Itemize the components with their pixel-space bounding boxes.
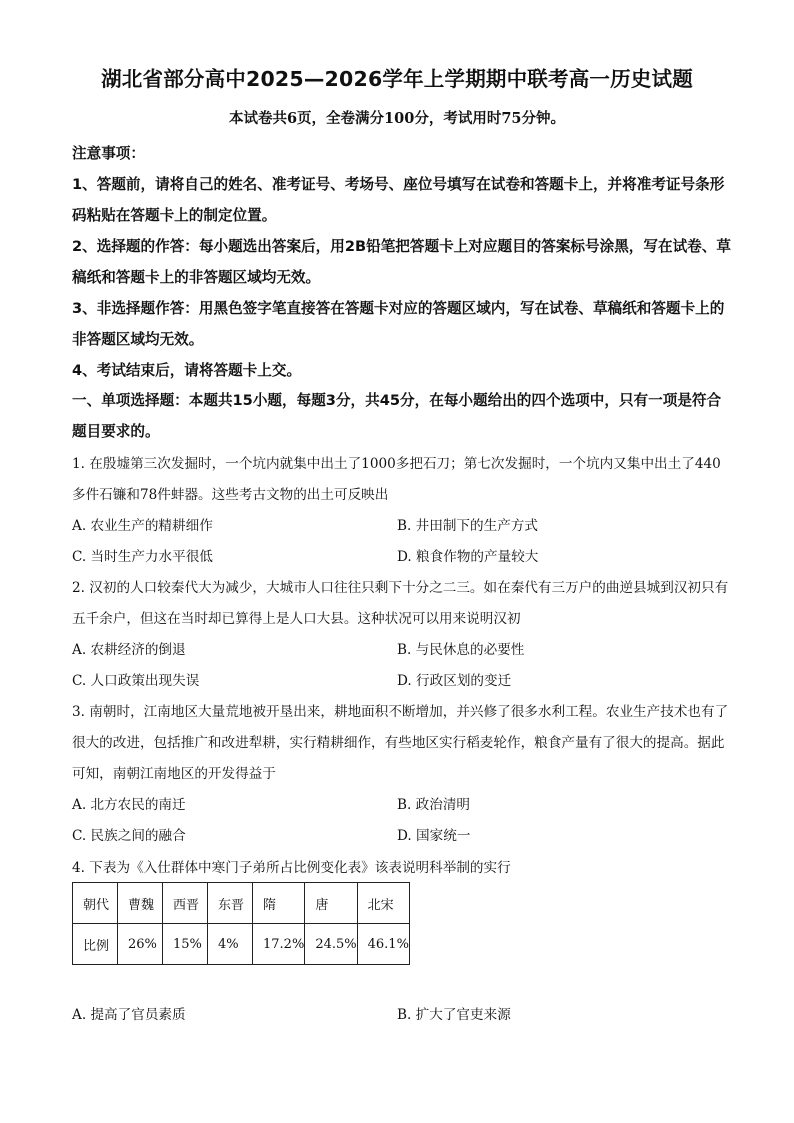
table-cell: 唐 — [305, 883, 357, 924]
table-cell: 朝代 — [73, 883, 118, 924]
question-2 — [72, 573, 732, 697]
options-row — [72, 666, 732, 697]
question-stem: 3. 南朝时，江南地区大量荒地被开垦出来，耕地面积不断增加，并兴修了很多水利工程。农业生产技术也有了很大的改进，包括推广和改进犁耕，实行精耕细作，有些地区实行稻麦轮作，粮食产量有了很大的提高。据此可知，南朝江南地区的开发得益于 — [72, 704, 729, 782]
option-b: B. 政治清明 — [397, 797, 471, 813]
question-1 — [72, 449, 732, 573]
notice-item: 3、非选择题作答：用黑色签字笔直接答在答题卡对应的答题区域内，写在试卷、草稿纸和答题卡上的非答题区域均无效。 — [72, 300, 725, 348]
table-cell: 26% — [118, 924, 163, 965]
option-a: A. 北方农民的南迁 — [72, 797, 186, 813]
notice-heading: 注意事项： — [72, 145, 145, 162]
option-a: A. 提高了官员素质 — [72, 1007, 186, 1023]
table-cell: 15% — [163, 924, 208, 965]
option-c: C. 当时生产力水平很低 — [72, 549, 213, 565]
option-a: A. 农耕经济的倒退 — [72, 642, 186, 658]
table-cell: 西晋 — [163, 883, 208, 924]
table-row — [73, 883, 410, 924]
table-cell: 隋 — [253, 883, 305, 924]
options-row — [72, 511, 732, 542]
table-cell: 46.1% — [357, 924, 409, 965]
exam-subtitle: 本试卷共6页，全卷满分100分，考试用时75分钟。 — [228, 110, 566, 127]
option-a: A. 农业生产的精耕细作 — [72, 518, 213, 534]
option-b: B. 与民休息的必要性 — [397, 642, 525, 658]
option-c: C. 人口政策出现失误 — [72, 673, 200, 689]
options-row — [72, 790, 732, 821]
option-c: C. 民族之间的融合 — [72, 828, 186, 844]
table-cell: 17.2% — [253, 924, 305, 965]
table-cell: 比例 — [73, 924, 118, 965]
ratio-table — [72, 882, 410, 965]
table-cell: 24.5% — [305, 924, 357, 965]
question-stem: 1. 在殷墟第三次发掘时，一个坑内就集中出土了1000多把石刀；第七次发掘时，一个坑内又集中出土了440多件石镰和78件蚌器。这些考古文物的出土可反映出 — [72, 456, 721, 503]
question-3 — [72, 697, 732, 852]
section-heading: 一、单项选择题：本题共15小题，每题3分，共45分，在每小题给出的四个选项中，只有一项是符合题目要求的。 — [72, 392, 722, 440]
question-4 — [72, 853, 732, 884]
options-row — [72, 635, 732, 666]
question-stem: 4. 下表为《入仕群体中寒门子弟所占比例变化表》该表说明科举制的实行 — [72, 860, 511, 876]
options-row — [72, 542, 732, 573]
table-cell: 北宋 — [357, 883, 409, 924]
table-row — [73, 924, 410, 965]
notice-item: 4、考试结束后，请将答题卡上交。 — [72, 362, 302, 379]
option-b: B. 扩大了官吏来源 — [397, 1007, 511, 1023]
option-d: D. 行政区划的变迁 — [397, 673, 512, 689]
notice-block — [72, 138, 732, 386]
option-d: D. 国家统一 — [397, 828, 471, 844]
table-cell: 东晋 — [208, 883, 253, 924]
question-4-options — [72, 1000, 732, 1031]
table-cell: 4% — [208, 924, 253, 965]
notice-item: 2、选择题的作答：每小题选出答案后，用2B铅笔把答题卡上对应题目的答案标号涂黑，写在试卷、草稿纸和答题卡上的非答题区域均无效。 — [72, 238, 731, 286]
table-cell: 曹魏 — [118, 883, 163, 924]
option-b: B. 井田制下的生产方式 — [397, 518, 538, 534]
notice-item: 1、答题前，请将自己的姓名、准考证号、考场号、座位号填写在试卷和答题卡上，并将准考证号条形码粘贴在答题卡上的制定位置。 — [72, 176, 725, 224]
exam-title: 湖北省部分高中2025—2026学年上学期期中联考高一历史试题 — [101, 67, 693, 91]
options-row — [72, 1000, 732, 1031]
option-d: D. 粮食作物的产量较大 — [397, 549, 539, 565]
question-stem: 2. 汉初的人口较秦代大为减少，大城市人口往往只剩下十分之二三。如在秦代有三万户的曲逆县城到汉初只有五千余户，但这在当时却已算得上是人口大县。这种状况可以用来说明汉初 — [72, 580, 729, 627]
options-row — [72, 821, 732, 852]
